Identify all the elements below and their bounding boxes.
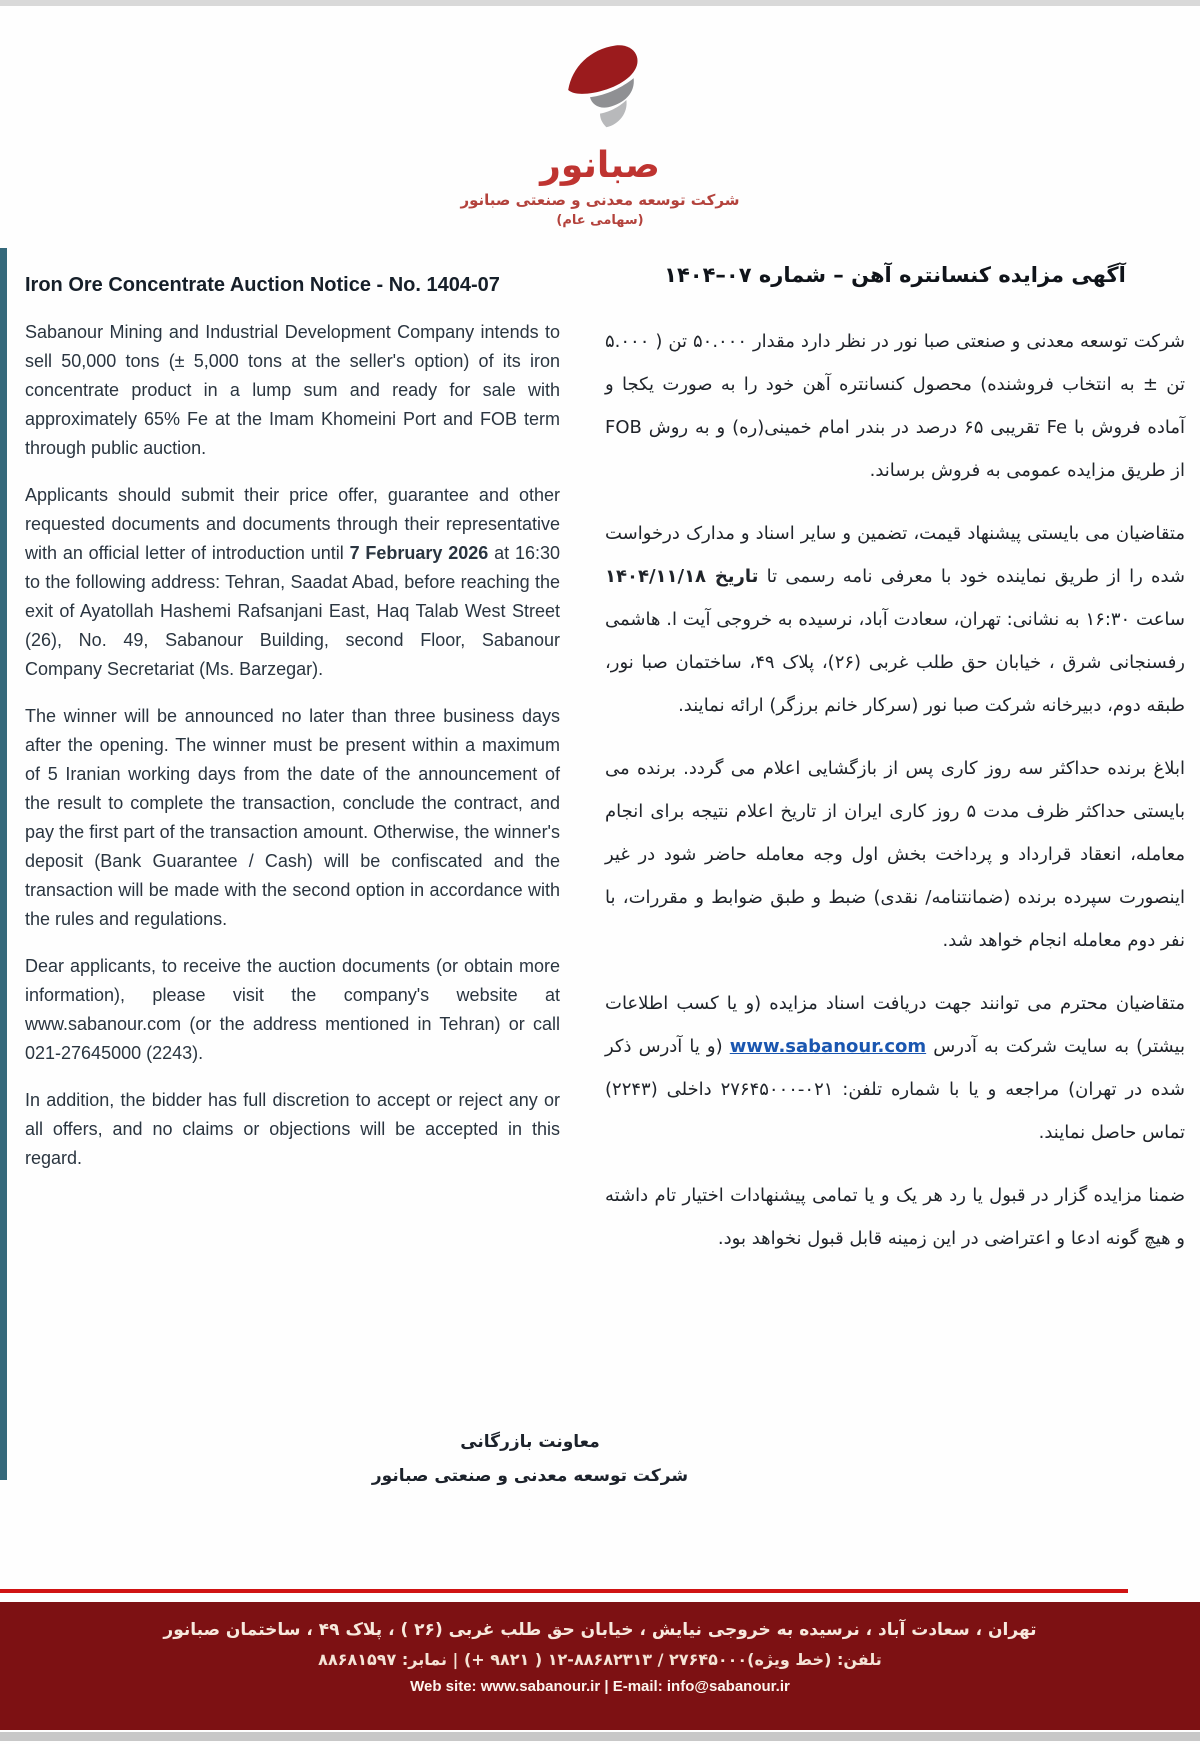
text-run: Sabanour Mining and Industrial Development Company intends to sell 50,000 tons (± 5,000 tons at the seller's option) of its iron concentrate product in a lump sum and ready for sale with approximately 65% Fe at the Imam Khomeini Port and FOB term through public auction. bbox=[25, 322, 560, 458]
signature-company: شرکت توسعه معدنی و صنعتی صبانور bbox=[371, 1466, 689, 1486]
signature-block bbox=[270, 1432, 790, 1486]
persian-column bbox=[605, 260, 1185, 1280]
english-paragraph-1 bbox=[25, 318, 560, 463]
bold-text-run: 7 February 2026 bbox=[349, 543, 489, 563]
text-run: In addition, the bidder has full discretion to accept or reject any or all offers, and no claims or objections will be accepted in this regard. bbox=[25, 1090, 560, 1168]
text-run: Dear applicants, to receive the auction documents (or obtain more information), please visit the company's website at www.sabanour.com (or the address mentioned in Tehran) or call 021-27645000 (2243). bbox=[25, 956, 560, 1063]
english-paragraph-2 bbox=[25, 481, 560, 684]
persian-paragraph-1 bbox=[605, 320, 1185, 492]
brand-name: صبانور bbox=[540, 145, 660, 186]
text-run: ضمنا مزایده گزار در قبول یا رد هر یک و یا تمامی پیشنهادات اختیار تام داشته و هیچ گونه ادعا و اعتراضی در این زمینه قابل قبول نخواهد بود. bbox=[605, 1185, 1185, 1249]
footer-bar bbox=[0, 1602, 1200, 1730]
brand-company-line: شرکت توسعه معدنی و صنعتی صبانور bbox=[460, 190, 740, 209]
text-run: متقاضیان می بایستی پیشنهاد قیمت، تضمین و سایر اسناد و مدارک درخواست شده را از طریق نماینده خود با معرفی نامه رسمی تا bbox=[605, 523, 1185, 587]
footer-red-line bbox=[0, 1589, 1128, 1593]
brand-type-line: (سهامی عام) bbox=[556, 212, 644, 228]
text-run: شرکت توسعه معدنی و صنعتی صبا نور در نظر دارد مقدار ۵۰.۰۰۰ تن ( ۵.۰۰۰ تن ± به انتخاب فروشنده) محصول کنسانتره آهن خود را به صورت یکجا و آماده فروش با Fe تقریبی ۶۵ درصد در بندر امام خمینی(ره) و به روش FOB از طریق مزایده عمومی به فروش برساند. bbox=[605, 331, 1185, 481]
footer-address-line: تهران ، سعادت آباد ، نرسیده به خروجی نیایش ، خیابان حق طلب غربی (۲۶ ) ، پلاک ۴۹ ، ساختمان صبانور bbox=[163, 1620, 1037, 1640]
persian-paragraph-5 bbox=[605, 1174, 1185, 1260]
persian-heading: آگهی مزایده کنسانتره آهن – شماره ۰۷–۱۴۰۴ bbox=[664, 263, 1126, 287]
signature-title: معاونت بازرگانی bbox=[460, 1432, 600, 1452]
left-accent-bar bbox=[0, 248, 7, 1480]
text-run: Applicants should submit their price offer, guarantee and other requested documents and documents through their representative with an official letter of introduction until bbox=[25, 485, 560, 563]
sabanour-logo-icon bbox=[559, 40, 641, 145]
english-column bbox=[25, 272, 560, 1191]
persian-paragraph-3 bbox=[605, 747, 1185, 962]
persian-paragraph-4 bbox=[605, 982, 1185, 1154]
company-logo bbox=[0, 40, 1200, 228]
bold-text-run: تاریخ ۱۴۰۴/۱۱/۱۸ bbox=[605, 566, 759, 587]
text-run: at 16:30 to the following address: Tehran, Saadat Abad, before reaching the exit of Ayatollah Hashemi Rafsanjani East, Haq Talab West Street (26), No. 49, Sabanour Building, second Floor, Sabanour Company Secretariat (Ms. Barzegar). bbox=[25, 543, 561, 679]
text-run: ابلاغ برنده حداکثر سه روز کاری پس از بازگشایی اعلام می گردد. برنده می بایستی حداکثر ظرف مدت ۵ روز کاری ایران از تاریخ اعلام نتیجه برای انجام معامله، انعقاد قرارداد و پرداخت بخش اول وجه معامله حاضر شود در غیر اینصورت سپرده برنده (ضمانتنامه/ نقدی) ضبط و طبق ضوابط و مقررات، با نفر دوم معامله انجام خواهد شد. bbox=[605, 758, 1186, 951]
english-heading: Iron Ore Concentrate Auction Notice - No. 1404-07 bbox=[25, 274, 500, 296]
bottom-gray-strip bbox=[0, 1732, 1200, 1741]
text-run: (و یا آدرس ذکر شده در تهران) مراجعه و یا با شماره تلفن: ۰۲۱-۲۷۶۴۵۰۰۰ داخلی (۲۲۴۳) تماس حاصل نمایند. bbox=[605, 1036, 1185, 1143]
sabanour-website-link[interactable]: www.sabanour.com bbox=[729, 1036, 927, 1057]
english-paragraph-4 bbox=[25, 952, 560, 1068]
footer-web-email-line: Web site: www.sabanour.ir | E-mail: info@sabanour.ir bbox=[410, 1678, 790, 1695]
text-run: ساعت ۱۶:۳۰ به نشانی: تهران، سعادت آباد، نرسیده به خروجی آیت ا. هاشمی رفسنجانی شرق ، خیابان حق طلب غربی (۲۶)، پلاک ۴۹، ساختمان صبا نور، طبقه دوم، دبیرخانه شرکت صبا نور (سرکار خانم برزگر) ارائه نمایند. bbox=[605, 609, 1186, 716]
english-paragraph-5 bbox=[25, 1086, 560, 1173]
text-run: The winner will be announced no later than three business days after the opening. The winner must be present within a maximum of 5 Iranian working days from the date of the announcement of the result to complete the transaction, conclude the contract, and pay the first part of the transaction amount. Otherwise, the winner's deposit (Bank Guarantee / Cash) will be confiscated and the transaction will be made with the second option in accordance with the rules and regulations. bbox=[25, 706, 560, 929]
text-run: متقاضیان محترم می توانند جهت دریافت اسناد مزایده (و یا کسب اطلاعات بیشتر) به سایت شرکت به آدرس bbox=[605, 993, 1186, 1057]
top-gray-strip bbox=[0, 0, 1200, 6]
persian-paragraph-2 bbox=[605, 512, 1185, 727]
footer-phone-line: تلفن: (خط ویژه)۲۷۶۴۵۰۰۰ / ۸۸۶۸۲۳۱۳-۱۲ ( ۹۸۲۱ +) | نمابر: ۸۸۶۸۱۵۹۷ bbox=[318, 1650, 882, 1669]
english-paragraph-3 bbox=[25, 702, 560, 934]
